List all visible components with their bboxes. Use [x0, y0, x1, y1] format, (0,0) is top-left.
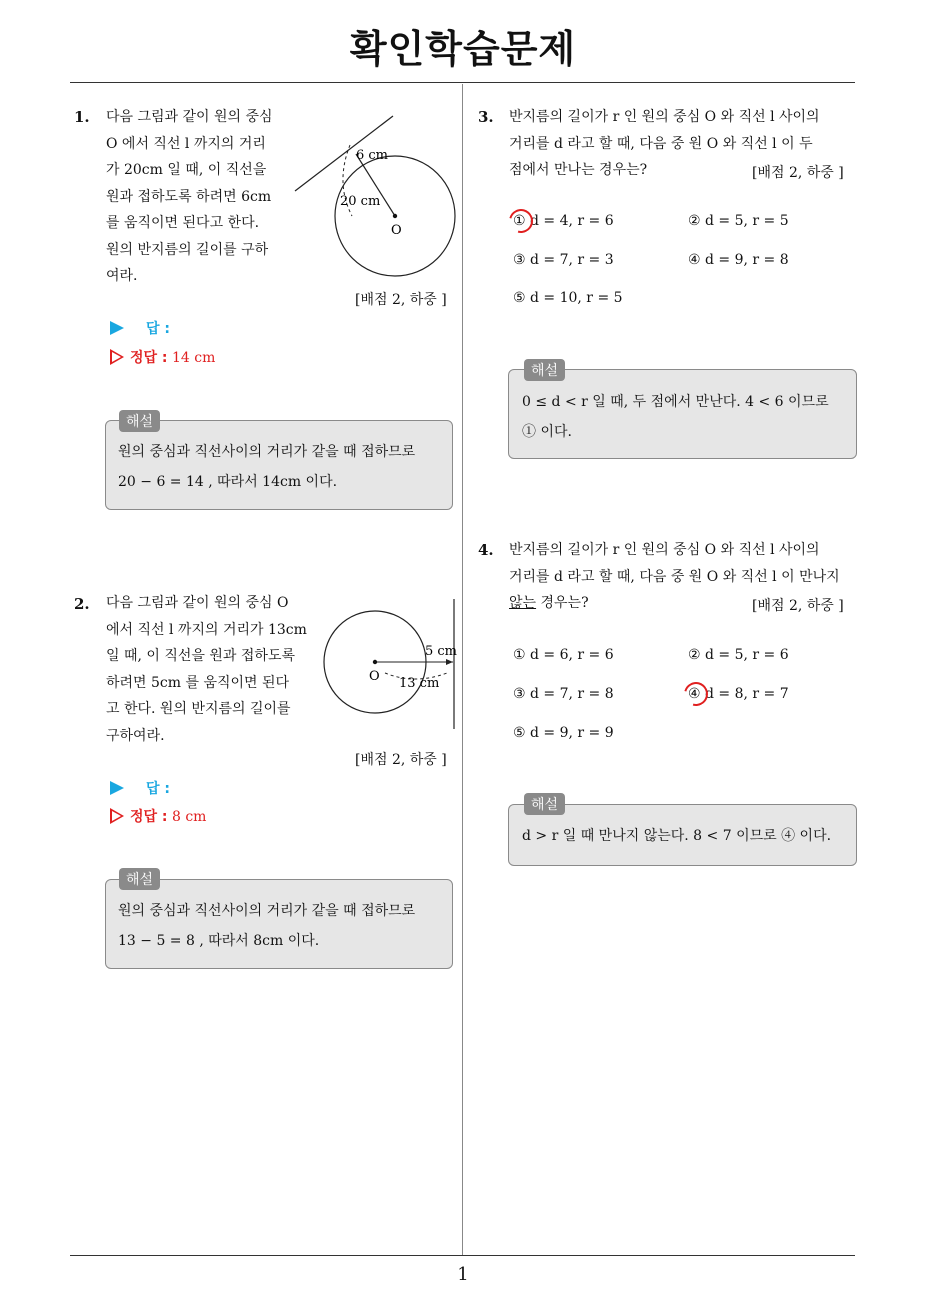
- answer-label: 답 :: [146, 321, 170, 337]
- header-rule: [70, 82, 855, 83]
- question-number: 2.: [74, 595, 90, 613]
- question-number: 4.: [478, 541, 494, 559]
- answer-arrow-icon: [110, 321, 124, 335]
- solution-line: 13 − 5 = 8 , 따라서 8cm 이다.: [118, 933, 320, 949]
- question-line: 다음 그림과 같이 원의 중심 O: [106, 595, 289, 611]
- solution-tag: 해설: [524, 793, 565, 815]
- question-line: 원의 반지름의 길이를 구하: [106, 241, 269, 258]
- underlined-word: 않는: [509, 595, 537, 611]
- figure-label: O: [369, 669, 380, 684]
- correct-value: 14 cm: [171, 350, 216, 366]
- answer-line[interactable]: [110, 318, 170, 338]
- question-line: O 에서 직선 l 까지의 거리: [106, 135, 266, 152]
- option-1[interactable]: ① d = 4, r = 6: [513, 213, 614, 229]
- solution-text: [118, 437, 415, 497]
- question-line: 고 한다. 원의 반지름의 길이를: [106, 701, 291, 717]
- solution-tag: 해설: [119, 868, 160, 890]
- question-line: 여라.: [106, 268, 138, 284]
- option-4[interactable]: ④ d = 8, r = 7: [688, 686, 789, 702]
- question-number: 3.: [478, 108, 494, 126]
- question-line: 반지름의 길이가 r 인 원의 중심 O 와 직선 l 사이의: [509, 542, 820, 558]
- correct-answer: [110, 347, 215, 367]
- answer-label: 답 :: [146, 781, 170, 797]
- option-2[interactable]: ② d = 5, r = 6: [688, 647, 789, 663]
- solution-line: 원의 중심과 직선사이의 거리가 같을 때 접하므로: [118, 444, 416, 460]
- option-5[interactable]: ⑤ d = 9, r = 9: [513, 725, 614, 741]
- question-text: [106, 104, 273, 290]
- column-divider: [462, 84, 463, 1256]
- question-line: 반지름의 길이가 r 인 원의 중심 O 와 직선 l 사이의: [509, 109, 820, 125]
- solution-line: 20 − 6 = 14 , 따라서 14cm 이다.: [118, 474, 338, 490]
- question-line: 를 움직이면 된다고 한다.: [106, 215, 260, 231]
- question-line: 다음 그림과 같이 원의 중심: [106, 109, 273, 125]
- figure-label: 5 cm: [425, 644, 458, 659]
- selected-circle-icon: [505, 205, 538, 238]
- question-line: 하려면 5cm 를 움직이면 된다: [106, 674, 290, 691]
- solution-text: [118, 896, 415, 956]
- selected-circle-icon: [680, 678, 713, 711]
- page-title: 확인학습문제: [349, 27, 577, 71]
- solution-line: 0 ≤ d < r 일 때, 두 점에서 만난다. 4 < 6 이므로: [522, 394, 829, 410]
- score-label: [배점 2, 하중 ]: [752, 165, 844, 181]
- answer-arrow-icon: [110, 781, 124, 795]
- question-line-rest: 경우는?: [536, 595, 589, 611]
- solution-tag: 해설: [524, 359, 565, 381]
- solution-line: d > r 일 때 만나지 않는다. 8 < 7 이므로 ④ 이다.: [522, 828, 832, 844]
- outline-triangle-icon: [110, 349, 124, 365]
- score-label: [배점 2, 하중 ]: [355, 292, 447, 308]
- option-3[interactable]: ③ d = 7, r = 3: [513, 252, 614, 268]
- correct-label: 정답 :: [130, 809, 168, 825]
- option-2[interactable]: ② d = 5, r = 5: [688, 213, 789, 229]
- question-line: 거리를 d 라고 할 때, 다음 중 원 O 와 직선 l 이 만나지: [509, 568, 840, 585]
- correct-value: 8 cm: [171, 809, 207, 825]
- question-text: [106, 590, 307, 749]
- score-label: [배점 2, 하중 ]: [355, 752, 447, 768]
- option-5[interactable]: ⑤ d = 10, r = 5: [513, 290, 623, 306]
- circle-tangent-figure: [290, 108, 460, 283]
- correct-answer: [110, 806, 206, 826]
- question-line: 원과 접하도록 하려면 6cm: [106, 188, 272, 205]
- option-4[interactable]: ④ d = 9, r = 8: [688, 252, 789, 268]
- question-line: 점에서 만나는 경우는?: [509, 162, 648, 178]
- solution-tag: 해설: [119, 410, 160, 432]
- option-3[interactable]: ③ d = 7, r = 8: [513, 686, 614, 702]
- question-line: 에서 직선 l 까지의 거리가 13cm: [106, 621, 307, 638]
- option-1[interactable]: ① d = 6, r = 6: [513, 647, 614, 663]
- solution-text: [522, 387, 829, 447]
- question-line: 일 때, 이 직선을 원과 접하도록: [106, 648, 295, 664]
- figure-label: 6 cm: [356, 148, 389, 163]
- figure-label: O: [391, 223, 402, 238]
- solution-text: [522, 821, 831, 851]
- correct-label: 정답 :: [130, 350, 168, 366]
- footer-rule: [70, 1255, 855, 1256]
- answer-line[interactable]: [110, 778, 170, 798]
- question-number: 1.: [74, 108, 90, 126]
- outline-triangle-icon: [110, 808, 124, 824]
- score-label: [배점 2, 하중 ]: [752, 598, 844, 614]
- page-number: 1: [457, 1264, 469, 1285]
- question-line: 거리를 d 라고 할 때, 다음 중 원 O 와 직선 l 이 두: [509, 135, 813, 152]
- figure-label: 13 cm: [399, 676, 440, 691]
- figure-label: 20 cm: [340, 194, 381, 209]
- circle-line-figure: [315, 595, 460, 735]
- solution-line: ① 이다.: [522, 424, 572, 440]
- question-line: 가 20cm 일 때, 이 직선을: [106, 162, 267, 178]
- solution-line: 원의 중심과 직선사이의 거리가 같을 때 접하므로: [118, 903, 416, 919]
- question-line: 구하여라.: [106, 727, 165, 744]
